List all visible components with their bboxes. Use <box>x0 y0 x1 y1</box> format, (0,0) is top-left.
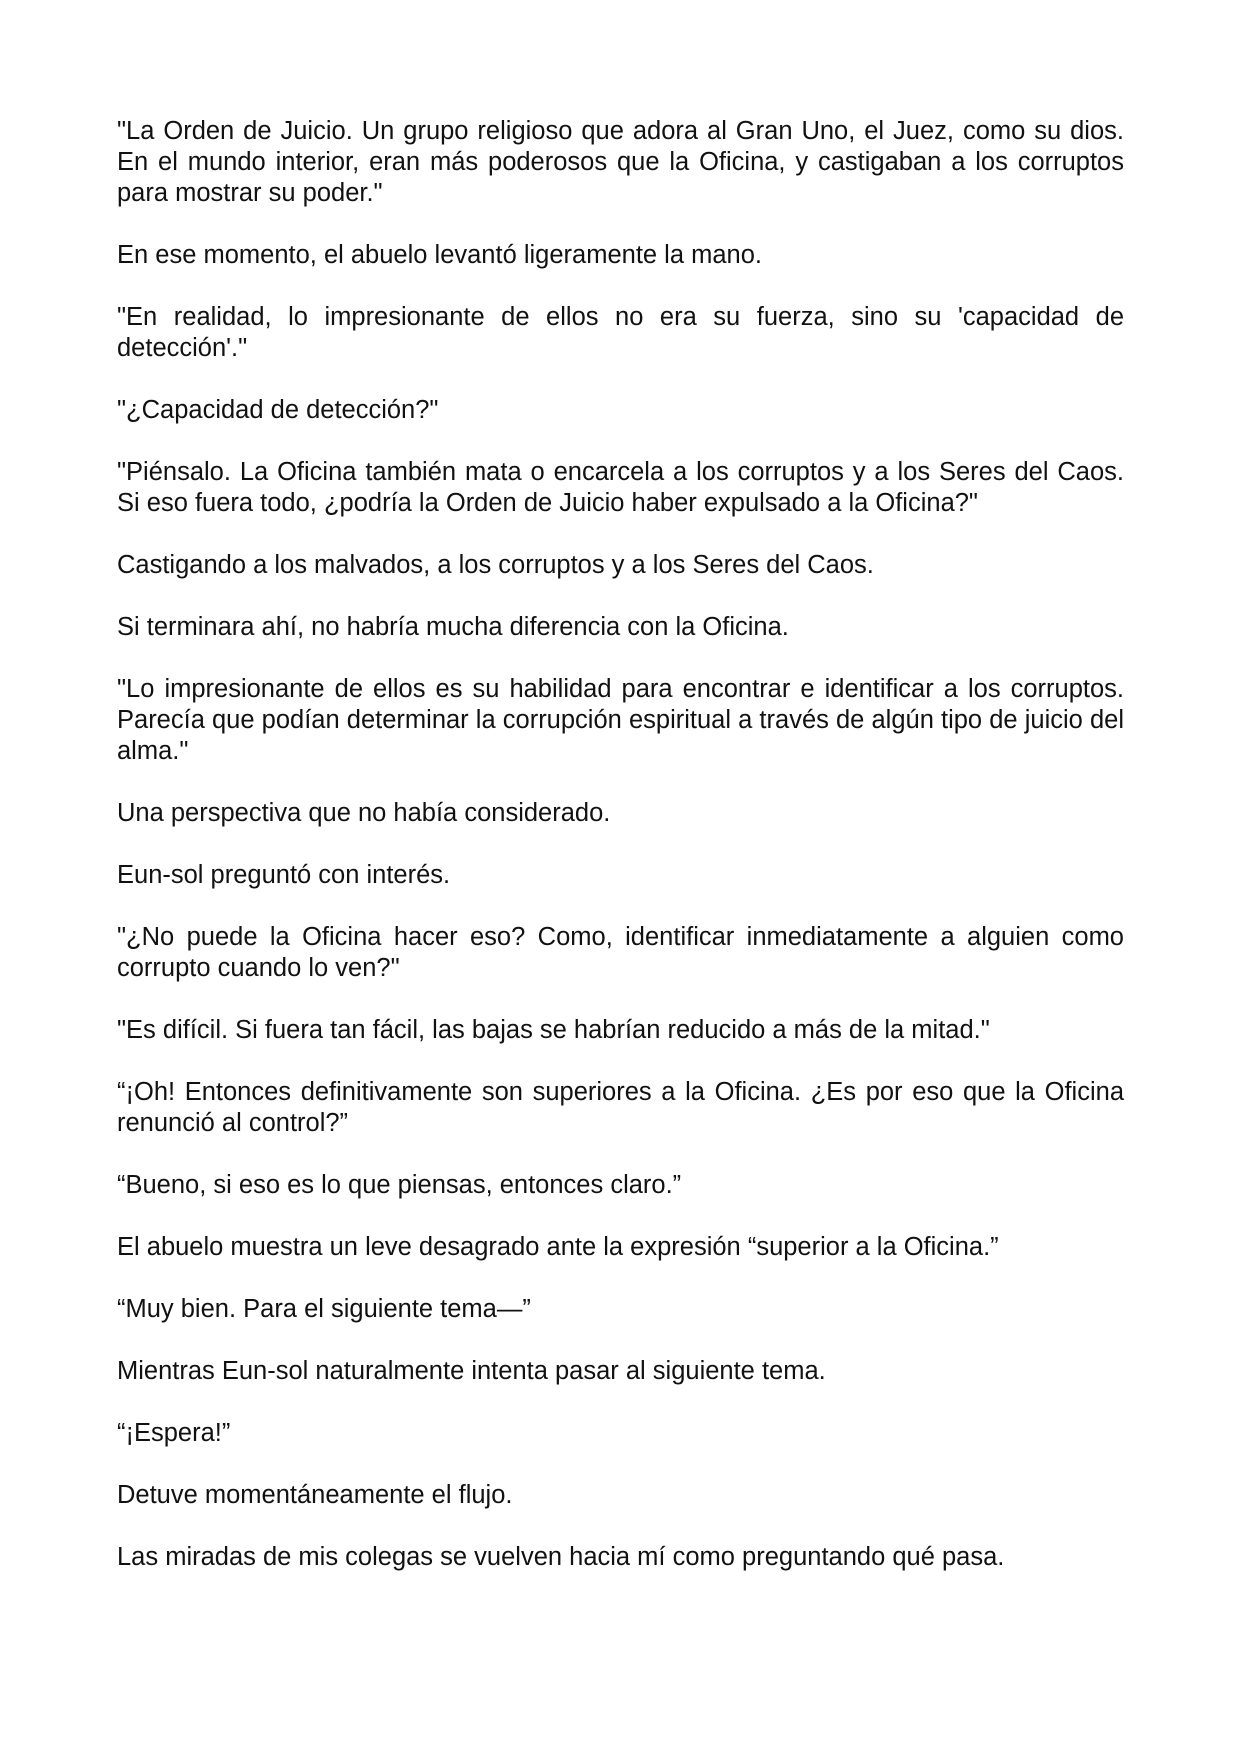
paragraph-4: "¿Capacidad de detección?" <box>117 396 439 424</box>
paragraph-15: El abuelo muestra un leve desagrado ante la expresión “superior a la Oficina.” <box>117 1233 999 1261</box>
paragraph-14: “Bueno, si eso es lo que piensas, entonces claro.” <box>117 1171 682 1199</box>
paragraph-19: Detuve momentáneamente el flujo. <box>117 1481 513 1509</box>
paragraph-3: "En realidad, lo impresionante de ellos no era su fuerza, sino su 'capacidad de detección'." <box>117 303 1124 362</box>
paragraph-20: Las miradas de mis colegas se vuelven hacia mí como preguntando qué pasa. <box>117 1543 1005 1571</box>
paragraph-16: “Muy bien. Para el siguiente tema—” <box>117 1295 531 1323</box>
paragraph-5: "Piénsalo. La Oficina también mata o encarcela a los corruptos y a los Seres del Caos. Si eso fuera todo, ¿podría la Orden de Juicio haber expulsado a la Oficina?" <box>117 458 1124 517</box>
paragraph-1: "La Orden de Juicio. Un grupo religioso que adora al Gran Uno, el Juez, como su dios. En el mundo interior, eran más poderosos que la Oficina, y castigaban a los corruptos para mostrar su poder." <box>117 117 1124 207</box>
paragraph-17: Mientras Eun-sol naturalmente intenta pasar al siguiente tema. <box>117 1357 826 1385</box>
paragraph-7: Si terminara ahí, no habría mucha diferencia con la Oficina. <box>117 613 789 641</box>
paragraph-18: “¡Espera!” <box>117 1419 231 1447</box>
paragraph-10: Eun-sol preguntó con interés. <box>117 861 451 889</box>
paragraph-6: Castigando a los malvados, a los corruptos y a los Seres del Caos. <box>117 551 874 579</box>
paragraph-9: Una perspectiva que no había considerado. <box>117 799 611 827</box>
paragraph-13: “¡Oh! Entonces definitivamente son superiores a la Oficina. ¿Es por eso que la Oficina renunció al control?” <box>117 1078 1124 1137</box>
paragraph-8: "Lo impresionante de ellos es su habilidad para encontrar e identificar a los corruptos. Parecía que podían determinar la corrupción espiritual a través de algún tipo de juicio del alma." <box>117 675 1124 765</box>
paragraph-2: En ese momento, el abuelo levantó ligeramente la mano. <box>117 241 762 269</box>
paragraph-12: "Es difícil. Si fuera tan fácil, las bajas se habrían reducido a más de la mitad." <box>117 1016 990 1044</box>
paragraph-11: "¿No puede la Oficina hacer eso? Como, identificar inmediatamente a alguien como corrupto cuando lo ven?" <box>117 923 1124 982</box>
